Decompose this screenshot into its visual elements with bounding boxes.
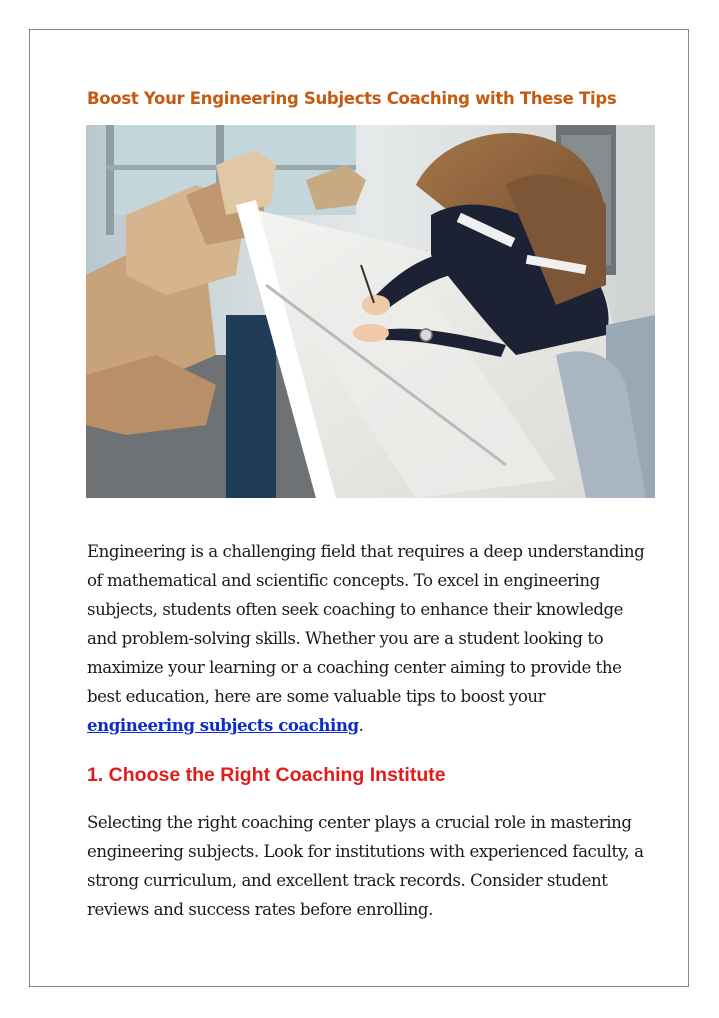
coaching-link[interactable]: engineering subjects coaching [87,715,359,735]
section-heading: 1. Choose the Right Coaching Institute [87,764,446,786]
section-body: Selecting the right coaching center plays a crucial role in mastering engineering subjects. Look for institutions with experienced faculty, a strong curriculum, and excellent track records. Consider student reviews and success rates before enrolling. [87,813,644,919]
article-title: Boost Your Engineering Subjects Coaching with These Tips [87,89,617,108]
intro-paragraph [87,537,647,740]
hero-photo [86,125,655,498]
intro-text: Engineering is a challenging field that requires a deep understanding of mathematical and scientific concepts. To excel in engineering subjects, students often seek coaching to enhance their knowledge and problem-solving skills. Whether you are a student looking to maximize your learning or a coaching center aiming to provide the best education, here are some valuable tips to boost your [87,542,645,706]
intro-period: . [358,716,364,735]
student-drafting-photo [86,125,655,498]
